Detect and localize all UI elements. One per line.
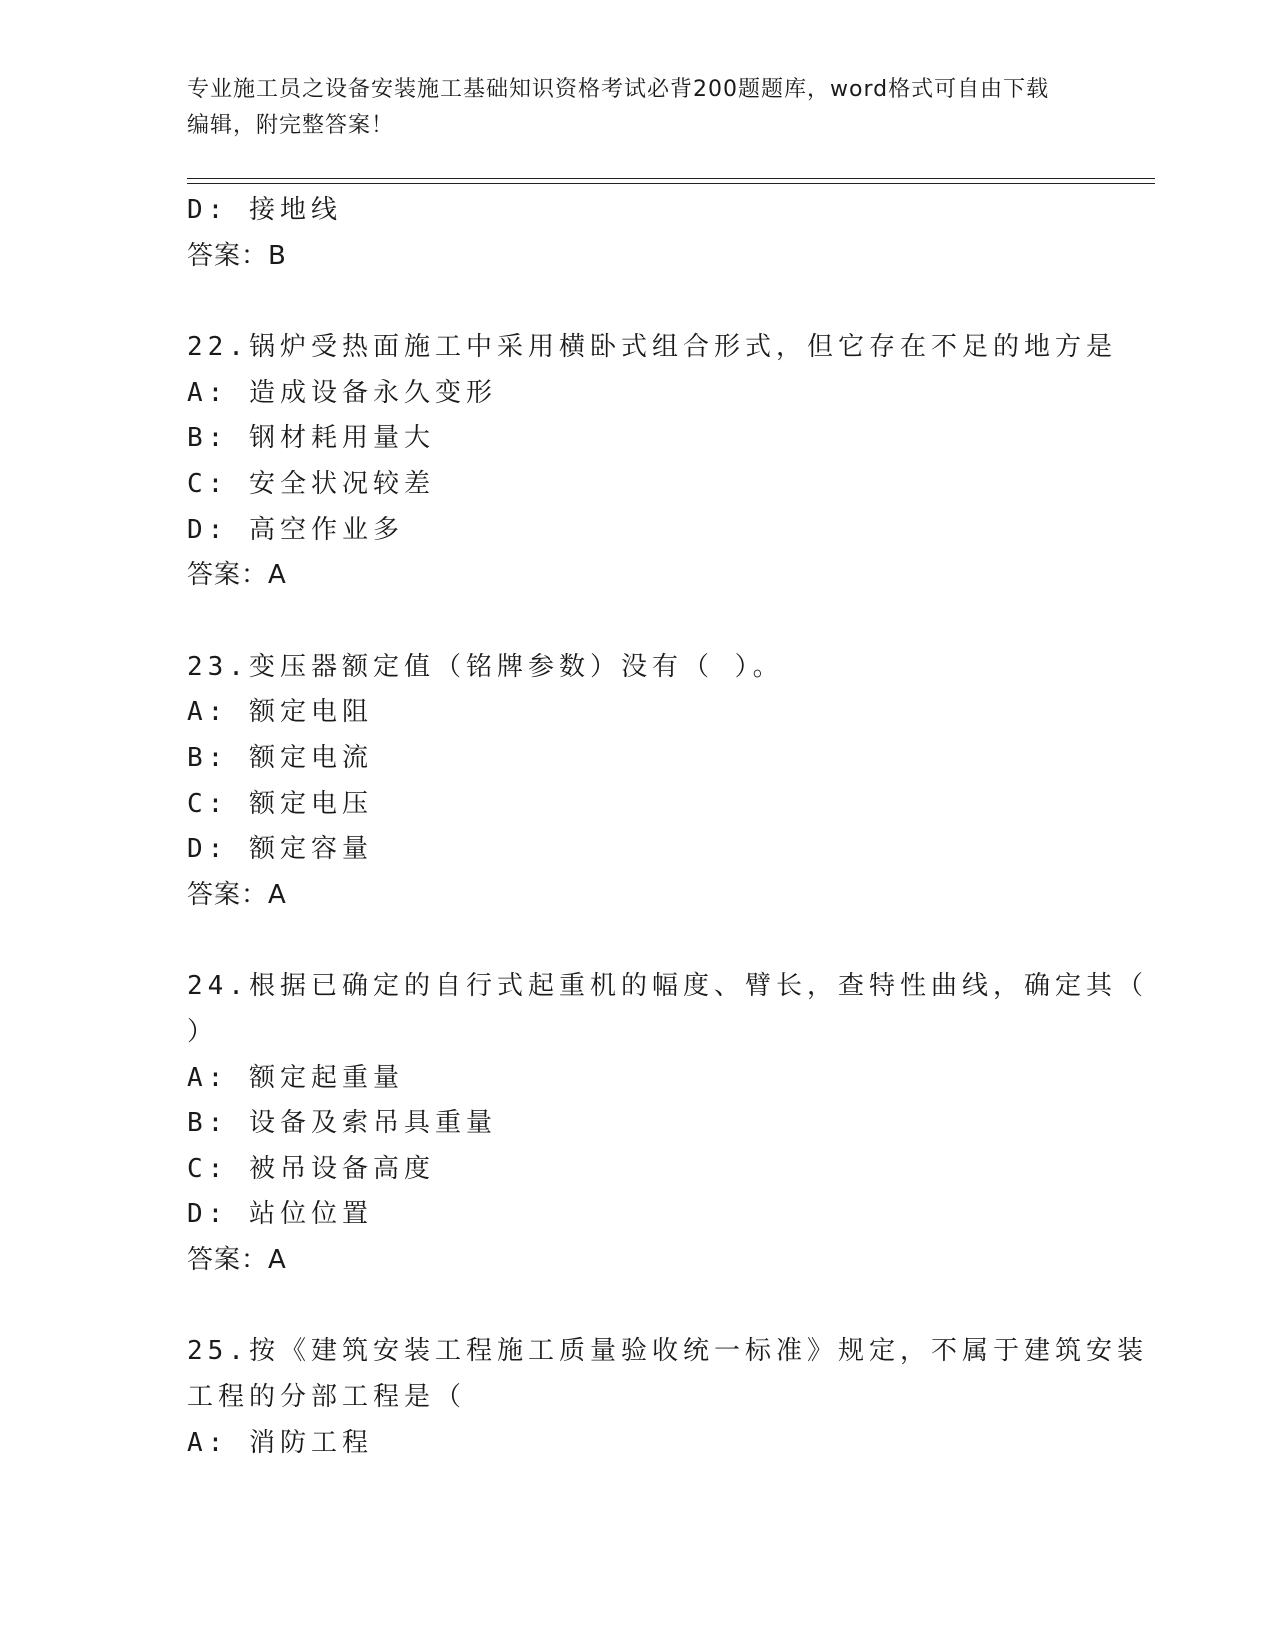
- question-23: [187, 645, 1087, 919]
- option-b: B: 设备及索吊具重量: [187, 1108, 497, 1139]
- question-21-tail: [187, 188, 1087, 279]
- header-rule-bottom: [187, 183, 1155, 184]
- question-stem-line-2: ）: [187, 1016, 219, 1047]
- option-c: C: 被吊设备高度: [187, 1153, 435, 1184]
- question-22: [187, 325, 1117, 599]
- option-d: D: 额定容量: [187, 834, 373, 865]
- option-c: C: 安全状况较差: [187, 468, 435, 499]
- option-a: A: 额定起重量: [187, 1062, 404, 1093]
- answer: 答案：A: [187, 560, 287, 591]
- question-stem-line-1: 25.按《建筑安装工程施工质量验收统一标准》规定，不属于建筑安装: [187, 1336, 1148, 1367]
- question-24: [187, 964, 1148, 1283]
- option-a: A: 造成设备永久变形: [187, 377, 497, 408]
- header-rule-top: [187, 178, 1155, 179]
- option-c: C: 额定电压: [187, 788, 373, 819]
- answer: 答案：A: [187, 1244, 287, 1275]
- option-d: D: 高空作业多: [187, 514, 404, 545]
- option-d: D: 站位位置: [187, 1199, 373, 1230]
- document-title: 专业施工员之设备安装施工基础知识资格考试必背200题题库，word格式可自由下载编辑，附完整答案！: [187, 77, 1050, 138]
- answer: 答案：B: [187, 240, 287, 271]
- question-list: [187, 188, 1148, 1466]
- question-stem: 22.锅炉受热面施工中采用横卧式组合形式，但它存在不足的地方是: [187, 332, 1117, 363]
- option-b: B: 额定电流: [187, 742, 373, 773]
- option-a: A: 消防工程: [187, 1427, 373, 1458]
- document-header: [187, 72, 1067, 144]
- option-b: B: 钢材耗用量大: [187, 423, 435, 454]
- option-d: D: 接地线: [187, 195, 342, 225]
- question-stem-line-1: 24.根据已确定的自行式起重机的幅度、臂长，查特性曲线，确定其（: [187, 971, 1148, 1002]
- question-stem-line-2: 工程的分部工程是（: [187, 1382, 467, 1413]
- answer: 答案：A: [187, 879, 287, 910]
- option-a: A: 额定电阻: [187, 697, 373, 728]
- question-stem: 23.变压器额定值（铭牌参数）没有（ ）。: [187, 651, 784, 682]
- question-25: [187, 1329, 1148, 1466]
